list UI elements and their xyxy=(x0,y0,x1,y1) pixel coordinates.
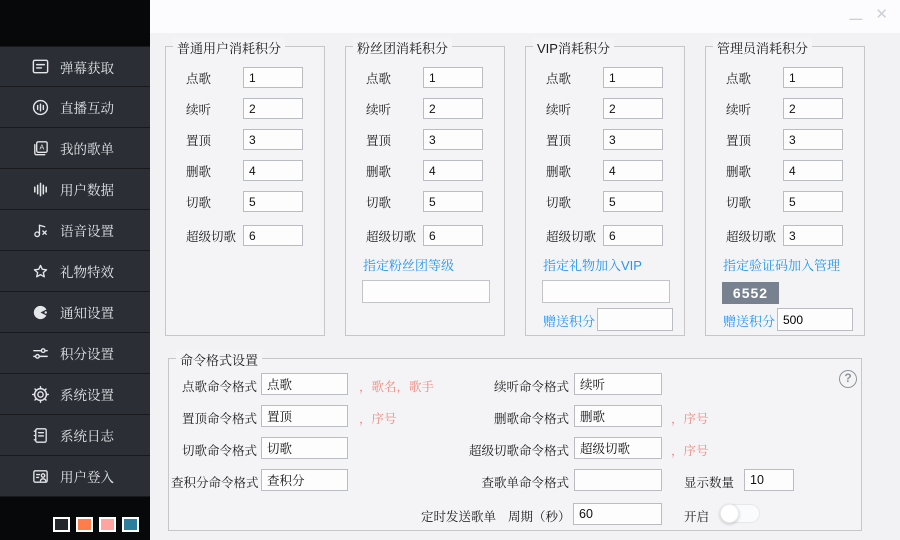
points-row xyxy=(706,160,864,181)
group-title: 粉丝团消耗积分 xyxy=(353,38,452,57)
points-row xyxy=(166,191,324,212)
sidebar-item-voice[interactable] xyxy=(0,210,150,251)
points-input[interactable] xyxy=(603,191,663,212)
command-hint: ，序号 xyxy=(671,412,709,426)
row-label: 超级切歌 xyxy=(546,229,597,244)
command-label: 超级切歌命令格式 xyxy=(468,444,569,458)
sidebar-item-points[interactable] xyxy=(0,333,150,374)
admin-bonus-link[interactable]: 赠送积分 xyxy=(723,314,776,329)
command-input[interactable] xyxy=(574,437,662,459)
color-swatch-pink[interactable] xyxy=(99,517,116,532)
command-input[interactable] xyxy=(261,405,348,427)
command-label: 切歌命令格式 xyxy=(181,444,257,458)
group-admin-points xyxy=(705,41,865,336)
display-count-input[interactable] xyxy=(744,469,794,491)
points-row xyxy=(526,129,684,150)
points-row xyxy=(706,98,864,119)
row-label: 置顶 xyxy=(546,133,572,148)
points-input[interactable] xyxy=(603,98,663,119)
points-input[interactable] xyxy=(603,129,663,150)
points-row xyxy=(526,98,684,119)
command-row xyxy=(169,405,861,427)
points-row xyxy=(526,191,684,212)
points-input[interactable] xyxy=(243,191,303,212)
points-row xyxy=(526,67,684,88)
help-icon[interactable]: ? xyxy=(839,370,857,388)
points-row xyxy=(526,225,684,246)
color-swatch-teal[interactable] xyxy=(122,517,139,532)
points-input[interactable] xyxy=(423,191,483,212)
sidebar-item-login[interactable] xyxy=(0,456,150,497)
sidebar-item-playlist[interactable] xyxy=(0,128,150,169)
row-label: 续听 xyxy=(366,102,392,117)
row-label: 切歌 xyxy=(546,195,572,210)
points-row xyxy=(346,160,504,181)
row-label: 删歌 xyxy=(186,164,212,179)
points-row xyxy=(166,225,324,246)
points-input[interactable] xyxy=(243,67,303,88)
theme-swatches xyxy=(53,517,139,532)
vip-bonus-link[interactable]: 赠送积分 xyxy=(543,314,596,329)
row-label: 切歌 xyxy=(186,195,212,210)
sidebar-item-label: 系统日志 xyxy=(60,429,114,444)
sidebar-item-label: 礼物特效 xyxy=(60,265,114,280)
command-hint: ，歌名，歌手 xyxy=(359,380,435,394)
toggle-knob xyxy=(720,504,739,523)
points-input[interactable] xyxy=(243,225,303,246)
points-input[interactable] xyxy=(243,98,303,119)
points-input[interactable] xyxy=(783,191,843,212)
row-label: 点歌 xyxy=(546,71,572,86)
group-command-format xyxy=(168,353,862,531)
row-label: 点歌 xyxy=(726,71,752,86)
sidebar xyxy=(0,0,150,540)
command-row xyxy=(169,503,861,525)
timer-toggle[interactable] xyxy=(720,504,760,523)
points-row xyxy=(346,225,504,246)
row-label: 删歌 xyxy=(366,164,392,179)
points-row xyxy=(166,67,324,88)
system-icon xyxy=(31,385,50,404)
command-input[interactable] xyxy=(574,469,662,491)
row-label: 续听 xyxy=(186,102,212,117)
vip-bonus-input[interactable] xyxy=(597,308,673,331)
row-label: 删歌 xyxy=(546,164,572,179)
row-label: 超级切歌 xyxy=(366,229,417,244)
command-hint: ，序号 xyxy=(671,444,709,458)
gift-icon xyxy=(31,262,50,281)
minimize-button[interactable]: — xyxy=(849,11,862,26)
toggle-label: 开启 xyxy=(684,510,710,524)
login-icon xyxy=(31,467,50,486)
titlebar xyxy=(150,0,900,33)
row-label: 删歌 xyxy=(726,164,752,179)
command-hint: ，序号 xyxy=(359,412,397,426)
group-title: 管理员消耗积分 xyxy=(713,38,812,57)
points-row xyxy=(166,160,324,181)
points-input[interactable] xyxy=(783,67,843,88)
sidebar-item-user-data[interactable] xyxy=(0,169,150,210)
points-row xyxy=(346,191,504,212)
group-fans-points xyxy=(345,41,505,336)
sidebar-item-system[interactable] xyxy=(0,374,150,415)
color-swatch-orange[interactable] xyxy=(76,517,93,532)
color-swatch-dark[interactable] xyxy=(53,517,70,532)
command-row xyxy=(169,373,861,395)
points-input[interactable] xyxy=(783,160,843,181)
notify-icon xyxy=(31,303,50,322)
command-row xyxy=(169,437,861,459)
command-label: 点歌命令格式 xyxy=(181,380,257,394)
points-row xyxy=(706,67,864,88)
period-label: 周期（秒） xyxy=(508,510,571,524)
group-vip-points xyxy=(525,41,685,336)
row-label: 置顶 xyxy=(726,133,752,148)
points-icon xyxy=(31,344,50,363)
row-label: 超级切歌 xyxy=(726,229,777,244)
row-label: 续听 xyxy=(726,102,752,117)
points-row xyxy=(346,67,504,88)
sidebar-item-notify[interactable] xyxy=(0,292,150,333)
sidebar-item-label: 直播互动 xyxy=(60,101,114,116)
points-input[interactable] xyxy=(423,67,483,88)
group-title: 命令格式设置 xyxy=(176,350,262,369)
row-label: 置顶 xyxy=(186,133,212,148)
points-input[interactable] xyxy=(783,98,843,119)
admin-code-link[interactable]: 指定验证码加入管理 xyxy=(723,258,841,273)
sidebar-item-label: 通知设置 xyxy=(60,306,114,321)
voice-icon xyxy=(31,221,50,240)
sidebar-item-danmaku[interactable] xyxy=(0,46,150,87)
sidebar-item-label: 用户数据 xyxy=(60,183,114,198)
vip-gift-input[interactable] xyxy=(542,280,670,303)
sidebar-item-log[interactable] xyxy=(0,415,150,456)
command-label: 查积分命令格式 xyxy=(171,476,259,490)
row-label: 点歌 xyxy=(366,71,392,86)
points-input[interactable] xyxy=(603,160,663,181)
sidebar-item-label: 我的歌单 xyxy=(60,142,114,157)
command-label: 置顶命令格式 xyxy=(181,412,257,426)
points-row xyxy=(706,129,864,150)
fans-level-link[interactable]: 指定粉丝团等级 xyxy=(363,258,455,273)
points-row xyxy=(346,98,504,119)
playlist-icon xyxy=(31,139,50,158)
sidebar-menu xyxy=(0,46,150,497)
points-row xyxy=(706,225,864,246)
points-input[interactable] xyxy=(603,67,663,88)
group-title: VIP消耗积分 xyxy=(533,38,614,57)
command-input[interactable] xyxy=(574,405,662,427)
admin-bonus-input[interactable] xyxy=(777,308,853,331)
sidebar-item-label: 系统设置 xyxy=(60,388,114,403)
points-input[interactable] xyxy=(243,160,303,181)
command-label: 续听命令格式 xyxy=(493,380,569,394)
display-count-label: 显示数量 xyxy=(684,476,735,490)
fans-level-input[interactable] xyxy=(362,280,490,303)
points-row xyxy=(346,129,504,150)
points-input[interactable] xyxy=(783,129,843,150)
period-input[interactable] xyxy=(573,503,662,525)
points-input[interactable] xyxy=(423,225,483,246)
group-title: 普通用户消耗积分 xyxy=(173,38,285,57)
sidebar-item-label: 弹幕获取 xyxy=(60,60,114,76)
row-label: 置顶 xyxy=(366,133,392,148)
command-input[interactable] xyxy=(261,373,348,395)
points-input[interactable] xyxy=(783,225,843,246)
admin-code-field[interactable]: 6552 xyxy=(722,282,779,304)
close-button[interactable]: ✕ xyxy=(875,6,888,23)
sidebar-item-label: 用户登入 xyxy=(60,470,114,485)
points-row xyxy=(706,191,864,212)
row-label: 切歌 xyxy=(366,195,392,210)
command-row xyxy=(169,469,861,491)
points-input[interactable] xyxy=(423,129,483,150)
vip-gift-link[interactable]: 指定礼物加入VIP xyxy=(543,258,642,273)
log-icon xyxy=(31,426,50,445)
row-label: 切歌 xyxy=(726,195,752,210)
row-label: 点歌 xyxy=(186,71,212,86)
live-icon xyxy=(31,98,50,117)
command-input[interactable] xyxy=(261,469,348,491)
timer-label: 定时发送歌单 xyxy=(421,510,497,524)
row-label: 超级切歌 xyxy=(186,229,237,244)
points-row xyxy=(166,129,324,150)
command-input[interactable] xyxy=(261,437,348,459)
points-row xyxy=(166,98,324,119)
user-data-icon xyxy=(31,180,50,199)
sidebar-item-live[interactable] xyxy=(0,87,150,128)
danmaku-icon xyxy=(31,57,50,76)
sidebar-item-label: 语音设置 xyxy=(60,224,114,239)
points-input[interactable] xyxy=(423,98,483,119)
points-input[interactable] xyxy=(243,129,303,150)
svg-text:A: A xyxy=(39,143,45,152)
command-label: 删歌命令格式 xyxy=(493,412,569,426)
group-normal-user-points xyxy=(165,41,325,336)
points-row xyxy=(526,160,684,181)
points-input[interactable] xyxy=(423,160,483,181)
points-input[interactable] xyxy=(603,225,663,246)
command-label: 查歌单命令格式 xyxy=(481,476,569,490)
main-content xyxy=(150,0,900,540)
sidebar-item-gift[interactable] xyxy=(0,251,150,292)
command-input[interactable] xyxy=(574,373,662,395)
sidebar-item-label: 积分设置 xyxy=(60,347,114,362)
row-label: 续听 xyxy=(546,102,572,117)
